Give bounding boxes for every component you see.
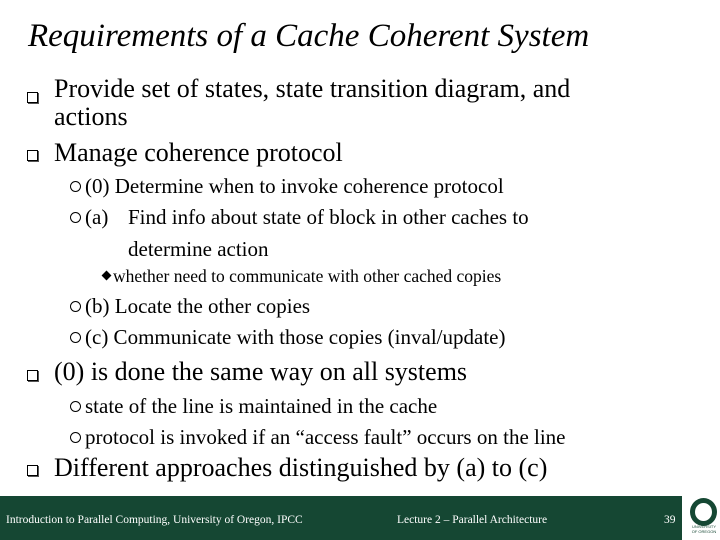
sub-bullet-0: (0) Determine when to invoke coherence protocol xyxy=(85,174,504,198)
bullet-1-line-1: Provide set of states, state transition diagram, and xyxy=(54,74,571,103)
sub-bullet-a-line-2: determine action xyxy=(128,237,269,261)
sub-bullet-a-line-1: Find info about state of block in other caches to xyxy=(128,205,529,229)
ring-bullet-icon xyxy=(70,332,81,343)
o-logo-icon xyxy=(690,498,717,526)
ring-bullet-icon xyxy=(70,181,81,192)
ring-bullet-icon xyxy=(70,432,81,443)
bullet-1-line-2: actions xyxy=(54,102,128,131)
university-logo-text: UNIVERSITY OF OREGON xyxy=(691,524,717,534)
footer-page-number: 39 xyxy=(664,514,676,526)
footer-lecture: Lecture 2 – Parallel Architecture xyxy=(397,514,548,526)
ring-bullet-icon xyxy=(70,401,81,412)
sub-bullet-c: (c) Communicate with those copies (inval/update) xyxy=(85,325,506,349)
footer-bar xyxy=(0,496,682,540)
bullet-4: Different approaches distinguished by (a) to (c) xyxy=(54,453,548,482)
square-bullet-icon xyxy=(27,92,38,103)
square-bullet-icon xyxy=(27,370,38,381)
ring-bullet-icon xyxy=(70,301,81,312)
diamond-bullet-icon xyxy=(102,271,112,281)
square-bullet-icon xyxy=(27,465,38,476)
bullet-2: Manage coherence protocol xyxy=(54,138,343,167)
bullet-3: (0) is done the same way on all systems xyxy=(54,357,468,386)
slide-title: Requirements of a Cache Coherent System xyxy=(28,18,590,54)
sub-bullet-3-1: state of the line is maintained in the cache xyxy=(85,394,438,418)
footer-course: Introduction to Parallel Computing, University of Oregon, IPCC xyxy=(6,514,303,526)
sub-bullet-b: (b) Locate the other copies xyxy=(85,294,311,318)
ring-bullet-icon xyxy=(70,212,81,223)
square-bullet-icon xyxy=(27,150,38,161)
sub-bullet-a-label: (a) xyxy=(85,205,109,229)
sub-bullet-3-2: protocol is invoked if an “access fault” occurs on the line xyxy=(85,425,566,449)
sub-sub-bullet: whether need to communicate with other cached copies xyxy=(113,266,502,286)
